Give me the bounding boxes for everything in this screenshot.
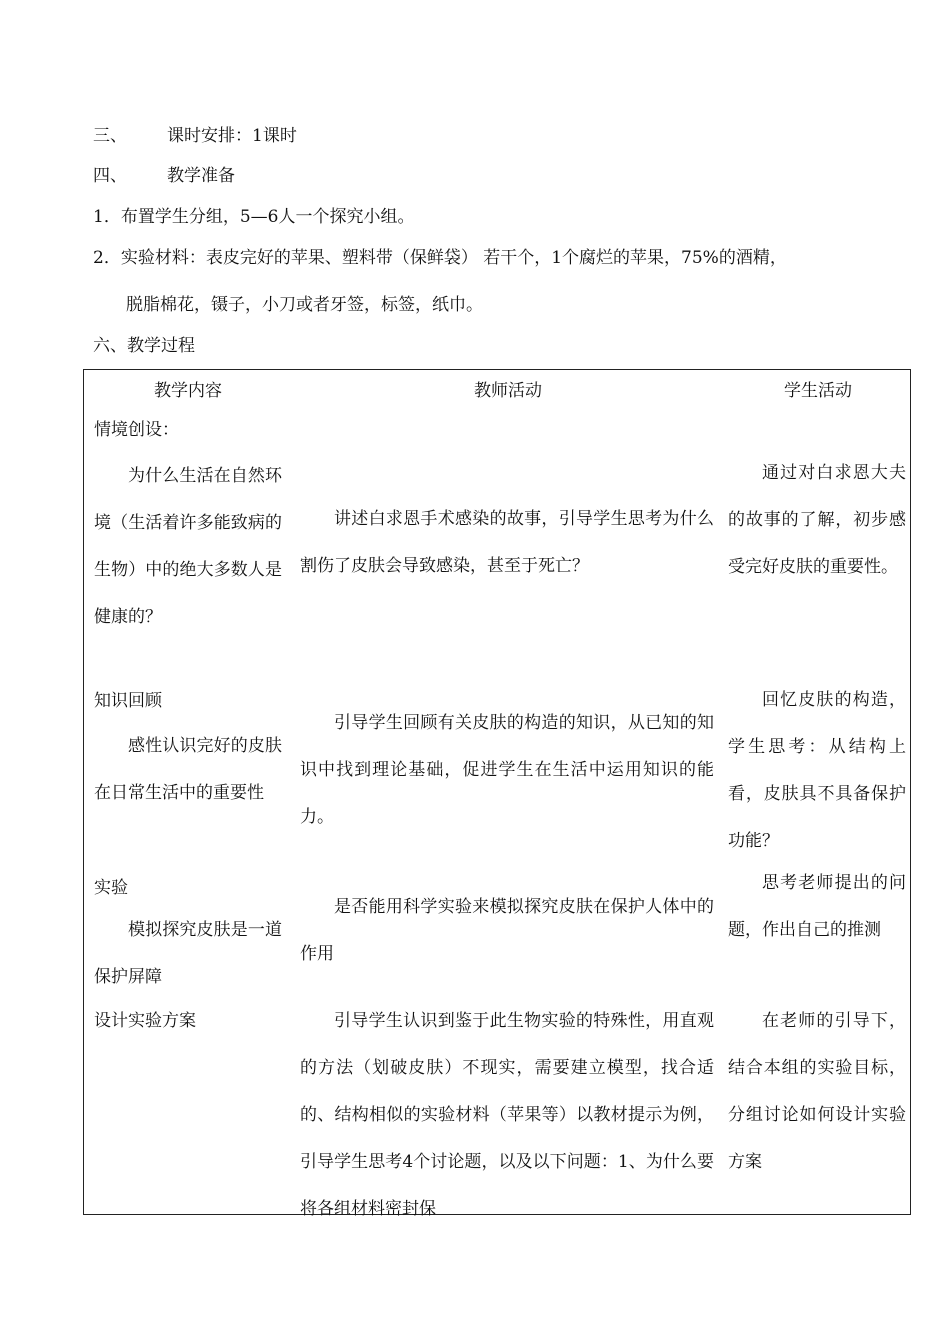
section-4-text: 教学准备 [167,166,235,186]
column-header-teacher: 教师活动 [474,381,542,401]
row-1-teacher-activity: 讲述白求恩手术感染的故事，引导学生思考为什么割伤了皮肤会导致感染，甚至于死亡？ [300,509,714,576]
section-6-heading: 六、教学过程 [93,336,195,356]
row-2-student-activity: 回忆皮肤的构造，学生思考：从结构上看，皮肤具不具备保护功能？ [728,690,906,851]
column-teacher [292,370,724,1219]
prep-item-2-line-1: 2．实验材料：表皮完好的苹果、塑料带（保鲜袋） 若干个，1个腐烂的苹果，75%的酒精， [93,248,787,268]
row-1-student-activity: 通过对白求恩大夫的故事的了解，初步感受完好皮肤的重要性。 [728,463,906,577]
row-3-teacher-activity: 是否能用科学实验来模拟探究皮肤在保护人体中的作用 [300,897,714,964]
row-2-content-body: 感性认识完好的皮肤在日常生活中的重要性 [94,736,282,803]
row-1-content-title: 情境创设： [94,420,179,440]
column-content [84,370,292,1214]
section-4 [93,161,235,186]
column-header-content: 教学内容 [154,381,222,401]
row-4-content-title: 设计实验方案 [94,1011,196,1031]
row-2-content-title: 知识回顾 [94,691,162,711]
row-2-teacher-activity: 引导学生回顾有关皮肤的构造的知识，从已知的知识中找到理论基础，促进学生在生活中运用知识的能力。 [300,713,714,827]
row-3-content-body: 模拟探究皮肤是一道保护屏障 [94,920,282,987]
row-4-student-activity: 在老师的引导下，结合本组的实验目标，分组讨论如何设计实验方案 [728,1011,906,1172]
column-header-student: 学生活动 [784,381,852,401]
prep-item-2-line-2: 脱脂棉花，镊子，小刀或者牙签，标签，纸巾。 [126,295,483,315]
section-4-number: 四、 [93,166,127,186]
teaching-process-table [83,369,911,1219]
row-3-content-title: 实验 [94,878,128,898]
prep-item-1: 1．布置学生分组，5—6人一个探究小组。 [93,207,415,227]
row-4-teacher-activity: 引导学生认识到鉴于此生物实验的特殊性，用直观的方法（划破皮肤）不现实，需要建立模型，找合适的、结构相似的实验材料（苹果等）以教材提示为例，引导学生思考4个讨论题，以及以下问题：1、为什么要将各组材料密封保 [300,1011,714,1219]
row-3-student-activity: 思考老师提出的问题，作出自己的推测 [728,873,906,940]
column-student [724,370,912,1214]
section-3 [93,121,297,146]
section-3-number: 三、 [93,126,127,146]
section-3-text: 课时安排：1课时 [167,126,297,146]
row-1-content-body: 为什么生活在自然环境（生活着许多能致病的生物）中的绝大多数人是健康的？ [94,466,282,627]
